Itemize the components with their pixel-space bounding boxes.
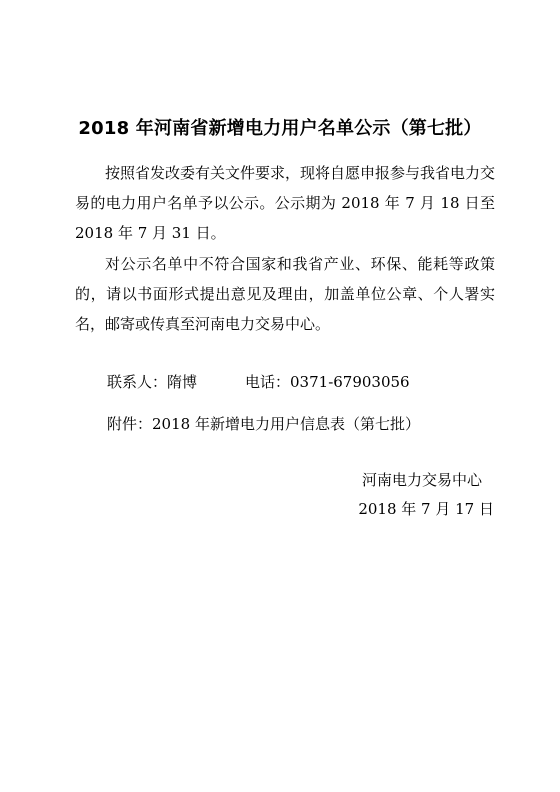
paragraph-text: 对公示名单中不符合国家和我省产业、环保、能耗等政策的，请以书面形式提出意见及理由，加盖单位公章、个人署实名，邮寄或传真至河南电力交易中心。 bbox=[75, 255, 495, 333]
paragraph-text: 按照省发改委有关文件要求，现将自愿申报参与我省电力交易的电力用户名单予以公示。公示期为 2018 年 7 月 18 日至 2018 年 7 月 31 日。 bbox=[75, 164, 496, 242]
body-paragraph-2 bbox=[75, 249, 495, 339]
signature-organization: 河南电力交易中心 bbox=[361, 471, 482, 489]
signature-date: 2018 年 7 月 17 日 bbox=[358, 500, 494, 518]
contact-person: 联系人：隋博 bbox=[107, 373, 198, 391]
contact-line bbox=[107, 372, 410, 392]
attachment-line: 附件：2018 年新增电力用户信息表（第七批） bbox=[107, 415, 420, 433]
body-paragraph-1 bbox=[75, 158, 495, 248]
document-title: 2018 年河南省新增电力用户名单公示（第七批） bbox=[78, 118, 482, 139]
contact-phone: 电话：0371-67903056 bbox=[245, 373, 410, 391]
